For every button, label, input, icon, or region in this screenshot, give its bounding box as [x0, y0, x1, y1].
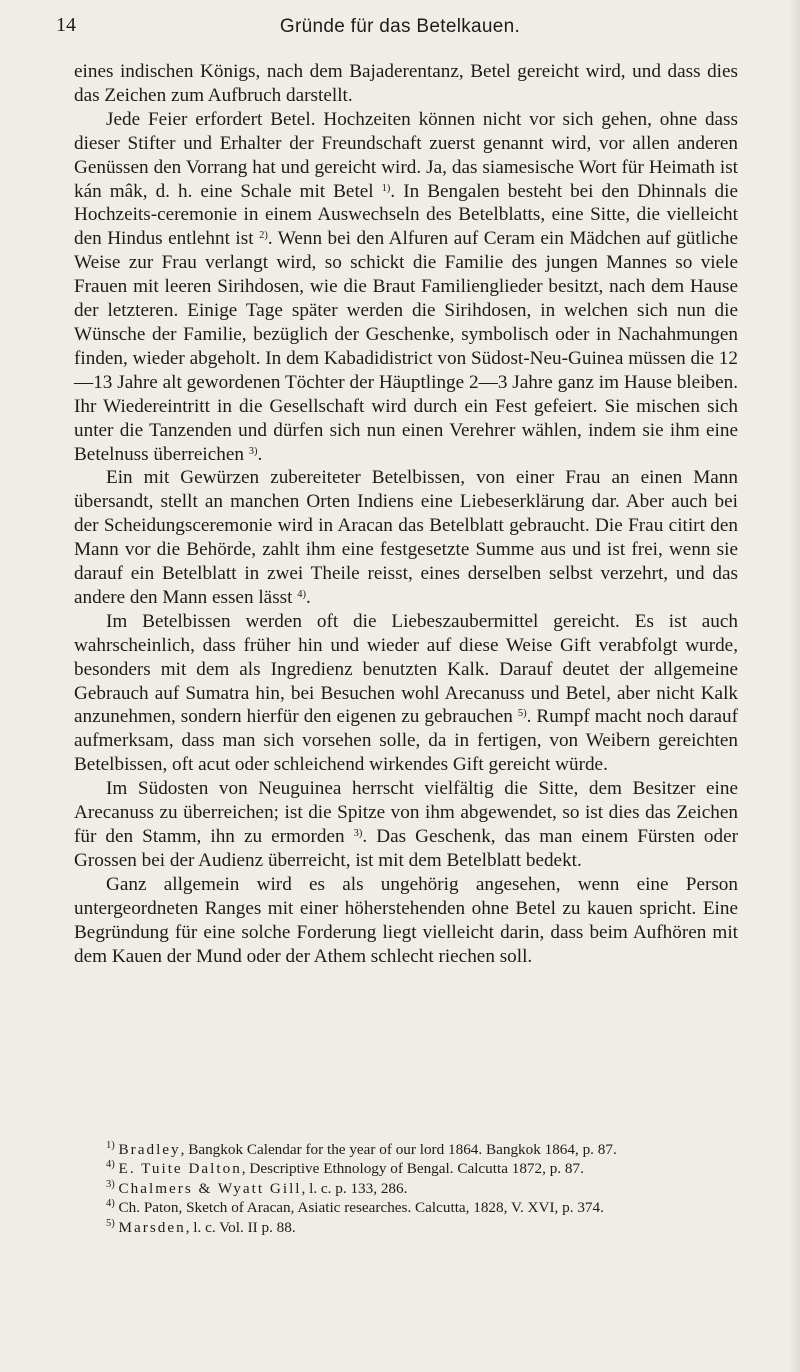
paragraph-3: Ein mit Gewürzen zubereiteter Betelbissen, von einer Frau an einen Mann übersandt, stellt an manchen Orten Indiens eine Liebeserklärung dar. Aber auch bei der Scheidungsceremonie wird in Aracan das Betelblatt gebraucht. Die Frau citirt den Mann vor die Behörde, zahlt ihm eine festgesetzte Summe aus und ist frei, wenn sie darauf ein Betelblatt in zwei Theile reisst, eines derselben selbst verzehrt, und das andere den Mann essen lässt $^{4)}$.	[74, 467, 738, 608]
paragraph-4: Im Betelbissen werden oft die Liebeszaubermittel gereicht. Es ist auch wahrscheinlich, dass früher hin und wieder auf diese Weise Gift verabfolgt wurde, besonders mit dem als Ingredienz benutzten Kalk. Darauf deutet der allgemeine Gebrauch auf Sumatra hin, bei Besuchen wohl Arecanuss und Betel, aber nicht Kalk anzunehmen, sondern hierfür den eigenen zu gebrauchen $^{5)}$. Rumpf macht noch darauf aufmerksam, dass man sich vorsehen solle, da in fertigen, von Weibern gereichten Betelbissen, oft acut oder schleichend wirkendes Gift gereicht würde.	[74, 610, 738, 776]
paragraph-2: Jede Feier erfordert Betel. Hochzeiten können nicht vor sich gehen, ohne dass dieser Stifter und Erhalter der Freundschaft zuerst genannt wird, vor allen anderen Genüssen den Vorrang hat und gereicht wird. Ja, das siamesische Wort für Heimath ist kán mâk, d. h. eine Schale mit Betel $^{1)}$. In Bengalen besteht bei den Dhinnals die Hochzeits-ceremonie in einem Auswechseln des Betelblatts, eine Sitte, die vielleicht den Hindus entlehnt ist $^{2)}$. Wenn bei den Alfuren auf Ceram ein Mädchen auf gütliche Weise zur Frau verlangt wird, so schickt die Familie des jungen Mannes so viele Frauen mit leeren Sirihdosen, wie die Braut Familienglieder besitzt, nach dem Hause der letzteren. Einige Tage später werden die Sirihdosen, in welchen sich nun die Wünsche der Familie, bezüglich der Geschenke, symbolisch oder in Nachahmungen finden, wieder abgeholt. In dem Kabadidistrict von Südost-Neu-Guinea müssen die 12—13 Jahre alt gewordenen Töchter der Häuptlinge 2—3 Jahre ganz im Hause bleiben. Ihr Wiedereintritt in die Gesellschaft wird durch ein Fest gefeiert. Sie mischen sich unter die Tanzenden und dürfen sich nun einen Verehrer wählen, indem sie ihm eine Betelnuss überreichen $^{3)}$.	[74, 108, 739, 465]
footnote: $^{1)}$ Bradley, Bangkok Calendar for the year of our lord 1864. Bangkok 1864, p. 87.	[106, 1140, 617, 1158]
paragraph-5: Im Südosten von Neuguinea herrscht vielfältig die Sitte, dem Besitzer eine Arecanuss zu überreichen; ist die Spitze von ihm abgewendet, so ist dies das Zeichen für den Stamm, ihn zu ermorden $^{3)}$. Das Geschenk, das man einem Fürsten oder Grossen bei der Audienz überreicht, ist mit dem Betelblatt bedekt.	[74, 778, 738, 871]
page-edge-shadow	[788, 0, 800, 1372]
footnote-author: Bradley	[118, 1141, 181, 1158]
footnote: $^{4)}$ E. Tuite Dalton, Descriptive Ethnology of Bengal. Calcutta 1872, p. 87.	[106, 1159, 584, 1178]
footnote-author: E. Tuite Dalton	[118, 1160, 242, 1178]
footnote-reference: 4)	[297, 588, 307, 600]
footnote-author: Marsden	[118, 1218, 186, 1236]
footnote-author: Ch. Paton	[118, 1199, 179, 1217]
footnote-reference: 3)	[248, 445, 258, 457]
footnote: $^{5)}$ Marsden, l. c. Vol. II p. 88.	[106, 1217, 296, 1236]
footnote-reference: 2)	[259, 230, 268, 242]
footnote: $^{3)}$ Chalmers & Wyatt Gill, l. c. p. 133, 286.	[106, 1178, 408, 1197]
footnote: $^{4)}$ Ch. Paton, Sketch of Aracan, Asiatic researches. Calcutta, 1828, V. XVI, p. 374.	[106, 1198, 604, 1217]
paragraph-1: eines indischen Königs, nach dem Bajaderentanz, Betel gereicht wird, und dass dies das Zeichen zum Aufbruch darstellt.	[74, 61, 738, 106]
footnote-reference: 5)	[517, 708, 527, 720]
footnote-reference: 1)	[381, 182, 391, 194]
footnote-reference: 3)	[353, 828, 363, 839]
footnote-author: Chalmers & Wyatt Gill	[118, 1179, 302, 1197]
footnotes	[74, 1140, 738, 1237]
running-title: Gründe für das Betelkauen.	[279, 16, 521, 37]
paragraph-6: Ganz allgemein wird es als ungehörig angesehen, wenn eine Person untergeordneten Ranges mit einer höherstehenden ohne Betel zu kauen spricht. Eine Begründung für eine solche Forderung liegt vielleicht darin, dass beim Aufhören mit dem Kauen der Mund oder der Athem schlecht riechen soll.	[74, 873, 738, 967]
body-text	[74, 60, 738, 968]
page-number: 14	[56, 14, 76, 36]
